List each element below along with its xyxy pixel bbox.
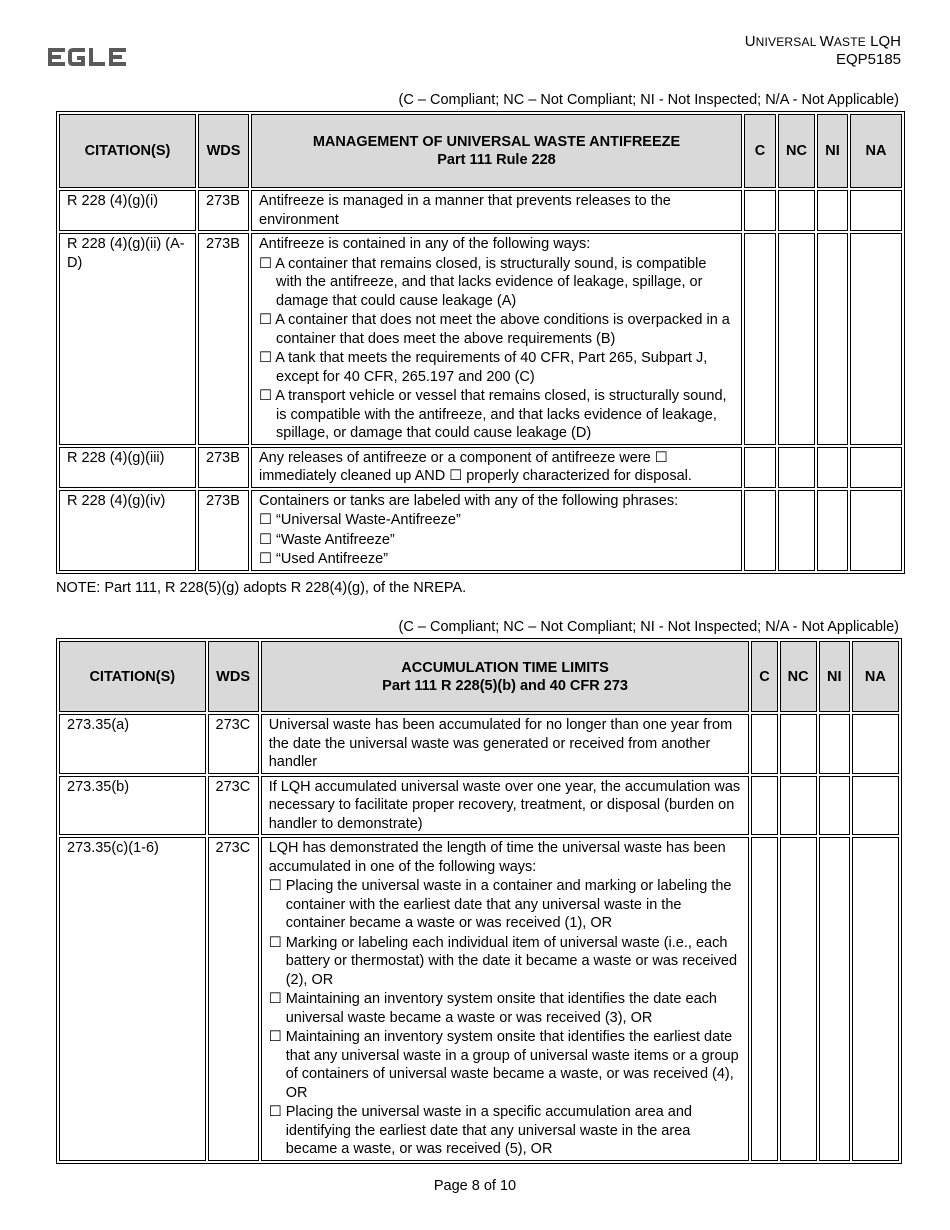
method-option-2[interactable]: ☐ Marking or labeling each individual item of universal waste (i.e., each battery or thermostat) with the date it became a waste or was received (2), OR — [268, 934, 738, 988]
nc-header: NC — [778, 114, 815, 188]
wds-cell: 273B — [198, 447, 249, 488]
accumulation-table — [56, 638, 902, 1164]
nc-checkbox-cell[interactable] — [778, 190, 815, 231]
na-checkbox-cell[interactable] — [850, 233, 902, 445]
c-checkbox-cell[interactable] — [751, 776, 777, 836]
requirement-cell: LQH has demonstrated the length of time the universal waste has been accumulated in one of the following ways: ☐ Placing the universal waste in a container and marking or labeling the container with the earliest date that any universal waste in the container became a waste or was received (1), OR ☐ Marking or labeling each individual item of universal waste (i.e., each battery or thermostat) with the date it became a waste or was received (2), OR ☐ Maintaining an inventory system onsite that identifies the date each universal waste became a waste or was received (3), OR ☐ Maintaining an inventory system onsite that identifies the earliest date that any universal waste in a group of universal waste items or a group of containers of universal waste became a waste, or was received (4), OR ☐ Placing the universal waste in a specific accumulation area and identifying the earliest date that any universal waste in the area became a waste, or was received (5), OR — [261, 837, 750, 1161]
ni-checkbox-cell[interactable] — [817, 490, 848, 571]
form-title: UNIVERSAL WASTE LQH — [744, 33, 901, 50]
c-checkbox-cell[interactable] — [744, 233, 776, 445]
label-option-1[interactable]: ☐ “Universal Waste-Antifreeze” — [259, 512, 461, 528]
option-a[interactable]: ☐ A container that remains closed, is structurally sound, is compatible with the antifreeze, and that lacks evidence of leakage, spillage, or damage that could cause leakage (A) — [259, 255, 707, 309]
egle-logo — [47, 44, 129, 70]
table-row — [59, 776, 899, 836]
nc-checkbox-cell[interactable] — [778, 447, 815, 488]
citation-cell: R 228 (4)(g)(iv) — [59, 490, 196, 571]
citation-header: CITATION(S) — [59, 641, 206, 712]
na-checkbox-cell[interactable] — [852, 776, 899, 836]
legend-2: (C – Compliant; NC – Not Compliant; NI - Not Inspected; N/A - Not Applicable) — [398, 619, 899, 635]
nc-checkbox-cell[interactable] — [778, 490, 815, 571]
wds-cell: 273B — [198, 490, 249, 571]
ni-checkbox-cell[interactable] — [819, 837, 850, 1161]
na-header: NA — [850, 114, 902, 188]
table-row — [59, 233, 902, 445]
na-header: NA — [852, 641, 899, 712]
option-d[interactable]: ☐ A transport vehicle or vessel that remains closed, is structurally sound, is compatible with the antifreeze, and that lacks evidence of leakage, spillage, or damage that could cause leakage (D) — [259, 388, 727, 441]
wds-header: WDS — [208, 641, 259, 712]
requirement-cell: Any releases of antifreeze or a component of antifreeze were ☐ immediately cleaned up AND ☐ properly characterized for disposal. — [251, 447, 742, 488]
c-checkbox-cell[interactable] — [744, 447, 776, 488]
table-row — [59, 190, 902, 231]
nc-checkbox-cell[interactable] — [780, 837, 817, 1161]
form-number: EQP5185 — [835, 51, 901, 68]
option-c[interactable]: ☐ A tank that meets the requirements of 40 CFR, Part 265, Subpart J, except for 40 CFR, 265.197 and 200 (C) — [259, 350, 708, 385]
method-option-3[interactable]: ☐ Maintaining an inventory system onsite that identifies the date each universal waste became a waste or was received (3), OR — [268, 991, 717, 1026]
note-text: NOTE: Part 111, R 228(5)(g) adopts R 228(4)(g), of the NREPA. — [56, 580, 467, 596]
method-option-1[interactable]: ☐ Placing the universal waste in a container and marking or labeling the container with the earliest date that any universal waste in the container became a waste or was received (1), OR — [268, 878, 732, 931]
table-row — [59, 447, 902, 488]
label-option-2[interactable]: ☐ “Waste Antifreeze” — [259, 531, 395, 548]
citation-cell: 273.35(b) — [59, 776, 206, 836]
c-checkbox-cell[interactable] — [751, 837, 777, 1161]
requirement-cell: Universal waste has been accumulated for no longer than one year from the date the universal waste was generated or received from another handler — [261, 714, 750, 774]
ni-checkbox-cell[interactable] — [817, 447, 848, 488]
requirement-cell: Antifreeze is contained in any of the following ways: ☐ A container that remains closed, is structurally sound, is compatible with the antifreeze, and that lacks evidence of leakage, spillage, or damage that could cause leakage (A) ☐ A container that does not meet the above conditions is overpacked in a container that does meet the above requirements (B) ☐ A tank that meets the requirements of 40 CFR, Part 265, Subpart J, except for 40 CFR, 265.197 and 200 (C) ☐ A transport vehicle or vessel that remains closed, is structurally sound, is compatible with the antifreeze, and that lacks evidence of leakage, spillage, or damage that could cause leakage (D) — [251, 233, 742, 445]
nc-checkbox-cell[interactable] — [778, 233, 815, 445]
ni-checkbox-cell[interactable] — [819, 714, 850, 774]
na-checkbox-cell[interactable] — [852, 837, 899, 1161]
citation-header: CITATION(S) — [59, 114, 196, 188]
citation-cell: R 228 (4)(g)(ii) (A-D) — [59, 233, 196, 445]
ni-checkbox-cell[interactable] — [817, 190, 848, 231]
wds-cell: 273C — [208, 837, 259, 1161]
ni-header: NI — [817, 114, 848, 188]
c-header: C — [744, 114, 776, 188]
requirement-cell: Containers or tanks are labeled with any of the following phrases: ☐ “Universal Waste-Antifreeze” ☐ “Waste Antifreeze” ☐ “Used Antifreeze” — [251, 490, 742, 571]
ni-checkbox-cell[interactable] — [819, 776, 850, 836]
option-b[interactable]: ☐ A container that does not meet the above conditions is overpacked in a container that does meet the above requirements (B) — [259, 312, 730, 347]
citation-cell: R 228 (4)(g)(i) — [59, 190, 196, 231]
c-checkbox-cell[interactable] — [744, 190, 776, 231]
c-checkbox-cell[interactable] — [751, 714, 777, 774]
wds-cell: 273C — [208, 714, 259, 774]
nc-checkbox-cell[interactable] — [780, 714, 817, 774]
na-checkbox-cell[interactable] — [850, 190, 902, 231]
citation-cell: 273.35(a) — [59, 714, 206, 774]
wds-cell: 273B — [198, 190, 249, 231]
na-checkbox-cell[interactable] — [852, 714, 899, 774]
section-title: MANAGEMENT OF UNIVERSAL WASTE ANTIFREEZE Part 111 Rule 228 — [251, 114, 742, 188]
antifreeze-table — [56, 111, 905, 574]
requirement-cell: Antifreeze is managed in a manner that prevents releases to the environment — [251, 190, 742, 231]
label-option-3[interactable]: ☐ “Used Antifreeze” — [259, 551, 389, 567]
nc-checkbox-cell[interactable] — [780, 776, 817, 836]
page-number: Page 8 of 10 — [433, 1178, 517, 1194]
table-row — [59, 714, 899, 774]
wds-header: WDS — [198, 114, 249, 188]
na-checkbox-cell[interactable] — [850, 447, 902, 488]
legend-1: (C – Compliant; NC – Not Compliant; NI - Not Inspected; N/A - Not Applicable) — [398, 92, 899, 108]
requirement-cell: If LQH accumulated universal waste over one year, the accumulation was necessary to facilitate proper recovery, treatment, or disposal (burden on handler to demonstrate) — [261, 776, 750, 836]
na-checkbox-cell[interactable] — [850, 490, 902, 571]
nc-header: NC — [780, 641, 817, 712]
c-checkbox-cell[interactable] — [744, 490, 776, 571]
citation-cell: R 228 (4)(g)(iii) — [59, 447, 196, 488]
section-title: ACCUMULATION TIME LIMITS Part 111 R 228(5)(b) and 40 CFR 273 — [261, 641, 750, 712]
method-option-4[interactable]: ☐ Maintaining an inventory system onsite that identifies the earliest date that any universal waste in a group of universal waste items or a group of containers of universal waste became a waste, or was received (4), OR — [268, 1029, 739, 1101]
wds-cell: 273B — [198, 233, 249, 445]
ni-checkbox-cell[interactable] — [817, 233, 848, 445]
method-option-5[interactable]: ☐ Placing the universal waste in a specific accumulation area and identifying the earliest date that any universal waste in the area became a waste, or was received (5), OR — [268, 1104, 692, 1157]
table-row — [59, 490, 902, 571]
c-header: C — [751, 641, 777, 712]
page-header — [745, 33, 901, 69]
ni-header: NI — [819, 641, 850, 712]
wds-cell: 273C — [208, 776, 259, 836]
citation-cell: 273.35(c)(1-6) — [59, 837, 206, 1161]
table-row — [59, 837, 899, 1161]
